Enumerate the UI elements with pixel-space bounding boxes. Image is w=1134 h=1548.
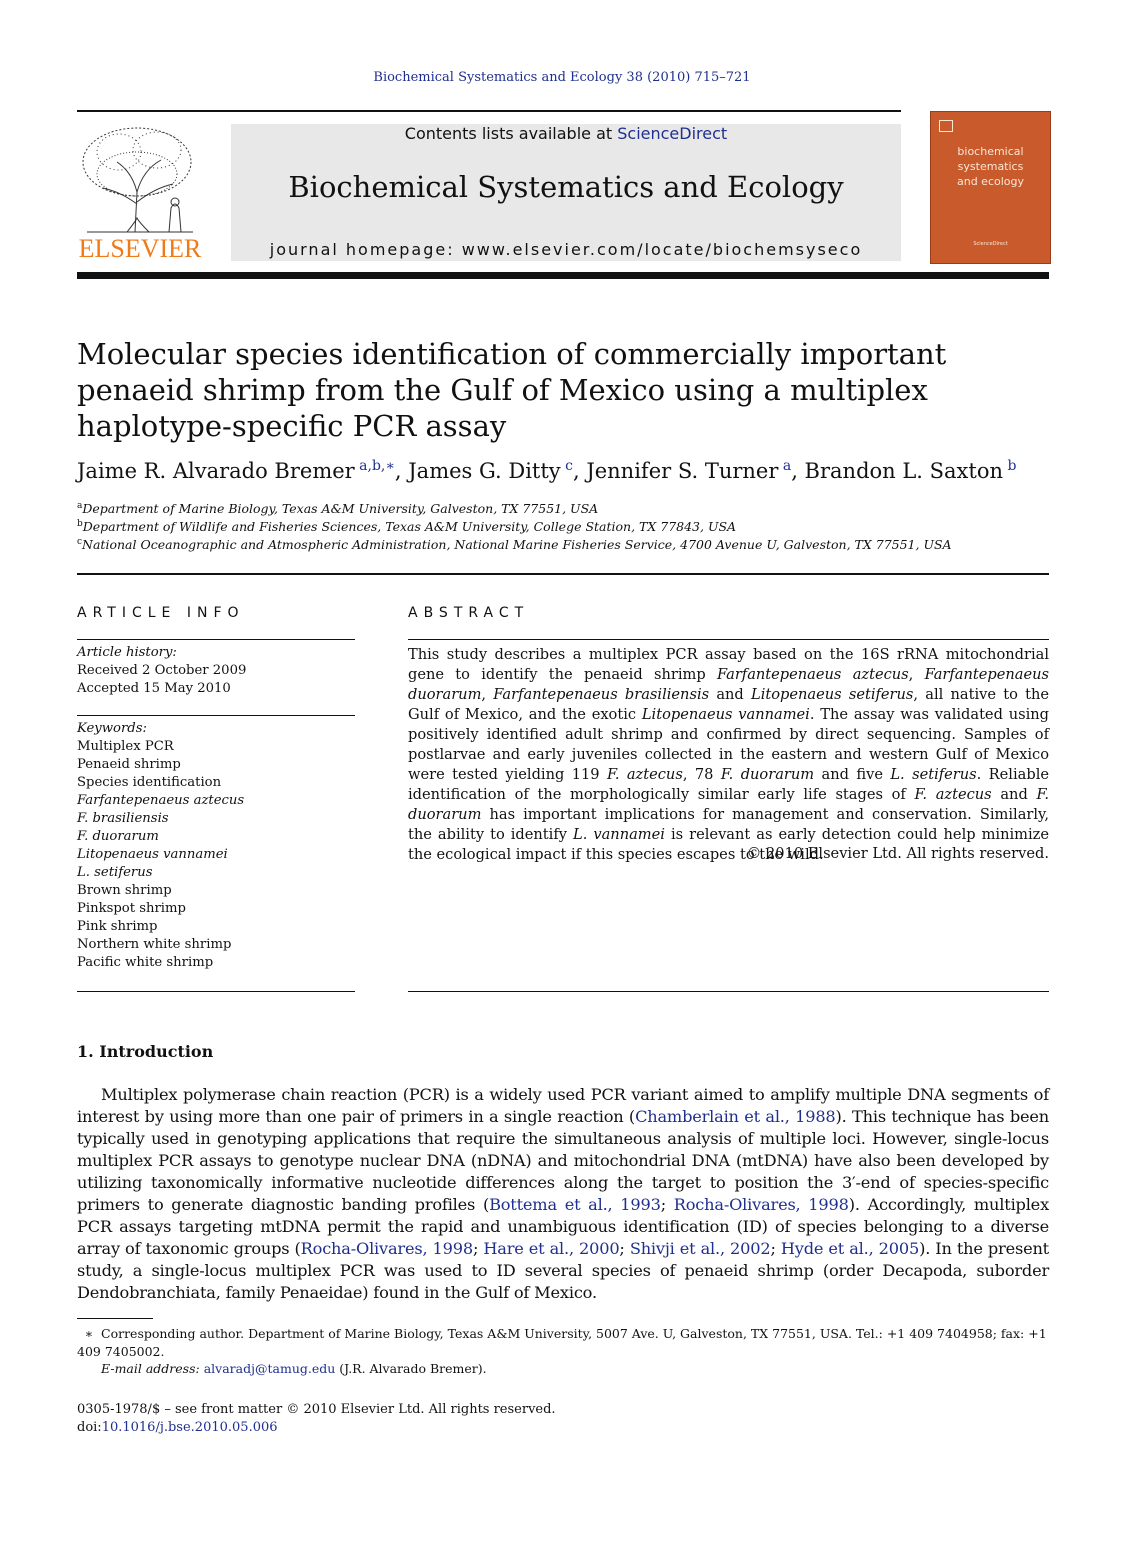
history-label: Article history:: [77, 645, 177, 660]
body-text: Multiplex polymerase chain reaction (PCR) is a widely used PCR variant aimed to amplify multiple DNA segments of interest by using more than one pair of primers in a single reaction (: [77, 1085, 1049, 1126]
species-name: L. setiferus: [890, 766, 977, 783]
doi-line: [77, 1419, 556, 1437]
journal-cover-thumbnail[interactable]: [930, 111, 1051, 264]
article-info-heading: ARTICLE INFO: [77, 605, 245, 621]
body-text: ;: [472, 1239, 484, 1258]
body-text: ;: [619, 1239, 630, 1258]
affiliation-text: Department of Wildlife and Fisheries Sciences, Texas A&M University, College Station, TX 77843, USA: [82, 519, 737, 535]
author-affiliation-mark[interactable]: a: [778, 458, 792, 474]
species-name: L. vannamei: [573, 826, 665, 843]
abstract-bottom-rule: [408, 991, 1049, 992]
homepage-url[interactable]: www.elsevier.com/locate/biochemsyseco: [461, 240, 863, 259]
abstract-segment: ,: [908, 666, 925, 683]
author-affiliation-mark[interactable]: a,b,∗: [354, 458, 395, 474]
abstract-heading: ABSTRACT: [408, 605, 530, 621]
species-name: Farfantepenaeus brasiliensis: [493, 686, 710, 703]
affiliation-a: [77, 501, 1049, 516]
abstract-segment: is relevant as early detection could help minimize the ecological impact if this species escapes to the wild.: [408, 826, 1049, 863]
body-text: ). In the present study, a single-locus multiplex PCR was used to ID several species of penaeid shrimp (order Decapoda, suborder Dendobranchiata, family Penaeidae) found in the Gulf of Mexico.: [77, 1239, 1049, 1302]
article-title: Molecular species identification of commercially important penaeid shrimp from the Gulf of Mexico using a multiplex haplotype-specific PCR assay: [77, 337, 947, 443]
keyword-item: L. setiferus: [77, 865, 153, 880]
citation-link[interactable]: Hyde et al., 2005: [780, 1239, 920, 1258]
affiliation-mark: b: [77, 519, 83, 529]
email-link[interactable]: alvaradj@tamug.edu: [203, 1361, 336, 1376]
cover-line: and ecology: [956, 175, 1024, 188]
contents-line: [231, 124, 901, 143]
abstract-copyright: © 2010 Elsevier Ltd. All rights reserved.: [746, 845, 1049, 862]
keyword-item: Brown shrimp: [77, 883, 172, 898]
abstract-segment: and five: [814, 766, 891, 783]
keyword-item: F. brasiliensis: [77, 811, 169, 826]
author-name: James G. Ditty: [408, 459, 561, 483]
cover-title: [931, 144, 1050, 189]
affiliation-b: [77, 519, 1049, 534]
journal-homepage: [231, 240, 901, 259]
citation-link[interactable]: Chamberlain et al., 1988: [635, 1107, 836, 1126]
affiliation-mark: c: [77, 537, 83, 547]
email-footnote: [101, 1361, 487, 1376]
author-name: Brandon L. Saxton: [804, 459, 1004, 483]
author-list: Jaime R. Alvarado Bremer $^{a,b,∗}$, James G. Ditty $^c$, Jennifer S. Turner $^a$, Brandon L. Saxton $^b$: [77, 458, 1017, 483]
email-label: E-mail address:: [101, 1361, 200, 1376]
species-name: Litopenaeus setiferus: [751, 686, 914, 703]
keyword-item: Pink shrimp: [77, 919, 158, 934]
publication-meta: [77, 1401, 556, 1437]
body-text: ). Accordingly, multiplex PCR assays targeting mtDNA permit the rapid and unambiguous identification (ID) of species belonging to a diverse array of taxonomic groups (: [77, 1195, 1049, 1258]
affiliation-text: National Oceanographic and Atmospheric Administration, National Marine Fisheries Service, 4700 Avenue U, Galveston, TX 77551, USA: [82, 537, 952, 553]
abstract-segment: and: [991, 786, 1037, 803]
doi-prefix: doi:: [77, 1420, 102, 1435]
abstract-segment: . Reliable identification of the morphologically similar early life stages of: [408, 766, 1049, 803]
body-text: ;: [660, 1195, 674, 1214]
corresponding-author-footnote: [77, 1325, 1049, 1361]
affiliation-rule: [77, 573, 1049, 575]
citation-link[interactable]: Bottema et al., 1993: [489, 1195, 661, 1214]
species-name: F. duorarum: [720, 766, 815, 783]
abstract-rule: [408, 639, 1049, 640]
article-info-rule: [77, 639, 355, 640]
body-text: ;: [770, 1239, 781, 1258]
affiliation-text: Department of Marine Biology, Texas A&M University, Galveston, TX 77551, USA: [82, 501, 599, 517]
species-name: F. aztecus: [606, 766, 683, 783]
sciencedirect-link[interactable]: ScienceDirect: [617, 124, 728, 143]
abstract-segment: , 78: [682, 766, 721, 783]
homepage-prefix: journal homepage:: [269, 240, 462, 259]
keyword-item: Northern white shrimp: [77, 937, 232, 952]
keywords-label: Keywords:: [77, 721, 147, 736]
email-suffix: (J.R. Alvarado Bremer).: [335, 1361, 487, 1376]
species-name: F. aztecus: [914, 786, 992, 803]
issn-line: 0305-1978/$ – see front matter © 2010 Elsevier Ltd. All rights reserved.: [77, 1402, 556, 1417]
journal-title: Biochemical Systematics and Ecology: [288, 170, 844, 204]
contents-prefix: Contents lists available at: [404, 124, 618, 143]
keyword-item: Penaeid shrimp: [77, 757, 181, 772]
body-text: ). This technique has been typically used in genotyping applications that require the simultaneous analysis of multiple loci. However, single-locus multiplex PCR assays to genotype nuclear DNA (nDNA) and mitochondrial DNA (mtDNA) have also been developed by utilizing taxonomically informative nucleotide differences along the target to position the 3′-end of species-specific primers to generate diagnostic banding profiles (: [77, 1107, 1049, 1214]
journal-reference[interactable]: Biochemical Systematics and Ecology 38 (2010) 715–721: [373, 70, 751, 85]
author-name: Jaime R. Alvarado Bremer: [77, 459, 355, 483]
keywords-bottom-rule: [77, 991, 355, 992]
keywords-block: [77, 720, 355, 972]
received-date: Received 2 October 2009: [77, 663, 247, 678]
citation-link[interactable]: Shivji et al., 2002: [629, 1239, 771, 1258]
abstract-text: [408, 645, 1049, 865]
citation-link[interactable]: Hare et al., 2000: [483, 1239, 620, 1258]
abstract-segment: , all native to the Gulf of Mexico, and the exotic: [408, 686, 1049, 723]
keyword-item: Species identification: [77, 775, 222, 790]
introduction-heading: 1. Introduction: [77, 1042, 214, 1061]
abstract-segment: This study describes a multiplex PCR assay based on the 16S rRNA mitochondrial gene to identify the penaeid shrimp: [408, 646, 1049, 683]
footnote-mark: ∗: [84, 1326, 94, 1341]
article-history: [77, 644, 355, 698]
cover-line: systematics: [957, 160, 1024, 173]
cover-line: biochemical: [957, 145, 1024, 158]
abstract-segment: has important implications for management and conservation. Similarly, the ability to identify: [408, 806, 1049, 843]
keyword-list: [77, 738, 355, 972]
affiliation-c: [77, 537, 1049, 552]
elsevier-logo: [77, 122, 203, 264]
tree-icon: [77, 122, 203, 234]
affiliation-mark: a: [77, 501, 83, 511]
citation-link[interactable]: Rocha-Olivares, 1998: [673, 1195, 849, 1214]
abstract-segment: . The assay was validated using positively identified adult shrimp and confirmed by direct sequencing. Samples of postlarvae and early juveniles collected in the eastern and western Gulf of Mexico were tested yielding 119: [408, 706, 1049, 783]
keyword-item: Multiplex PCR: [77, 739, 174, 754]
species-name: Farfantepenaeus duorarum: [408, 666, 1050, 703]
keyword-item: F. duorarum: [77, 829, 159, 844]
species-name: Farfantepenaeus aztecus: [716, 666, 909, 683]
cover-logo-icon: [939, 120, 953, 132]
doi-link[interactable]: 10.1016/j.bse.2010.05.006: [101, 1420, 278, 1435]
keyword-item: Pacific white shrimp: [77, 955, 214, 970]
footnote-text: Corresponding author. Department of Marine Biology, Texas A&M University, 5007 Ave. U, Galveston, TX 77551, USA. Tel.: +1 409 7404958; fax: +1 409 7405002.: [77, 1326, 1047, 1359]
abstract-segment: and: [709, 686, 751, 703]
citation-link[interactable]: Rocha-Olivares, 1998: [300, 1239, 473, 1258]
author-name: Jennifer S. Turner: [586, 459, 779, 483]
author-affiliation-mark[interactable]: b: [1003, 458, 1017, 474]
header-thick-rule: [77, 272, 1049, 279]
footnote-rule: [77, 1318, 153, 1319]
species-name: Litopenaeus vannamei: [641, 706, 810, 723]
introduction-body: [77, 1084, 1049, 1304]
abstract-segment: ,: [481, 686, 494, 703]
history-rule: [77, 715, 355, 716]
keyword-item: Litopenaeus vannamei: [77, 847, 228, 862]
author-affiliation-mark[interactable]: c: [560, 458, 573, 474]
keyword-item: Farfantepenaeus aztecus: [77, 793, 245, 808]
species-name: F. duorarum: [408, 786, 1049, 823]
header-top-rule: [77, 110, 901, 112]
keyword-item: Pinkspot shrimp: [77, 901, 186, 916]
elsevier-wordmark: ELSEVIER: [78, 234, 202, 263]
accepted-date: Accepted 15 May 2010: [77, 681, 231, 696]
cover-footer: ScienceDirect: [973, 241, 1008, 247]
